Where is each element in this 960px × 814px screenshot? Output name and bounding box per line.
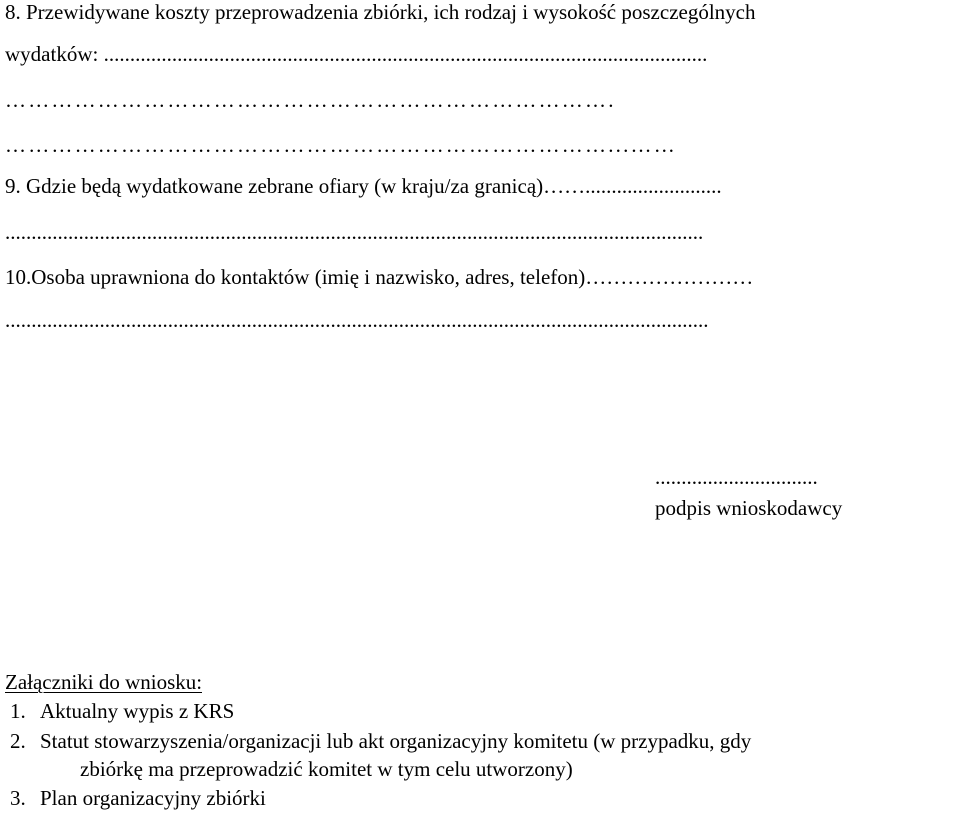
q8-fill-line1: …………………………………………………………………….: [5, 88, 616, 112]
attachments-heading-text: Załączniki do wniosku:: [5, 670, 203, 694]
q9-text: 9. Gdzie będą wydatkowane zebrane ofiary (w kraju/za granicą)……..........................: [5, 174, 722, 198]
q10-text: 10.Osoba uprawniona do kontaktów (imię i nazwisko, adres, telefon)……………………: [5, 265, 754, 289]
q8-text-line1: 8. Przewidywane koszty przeprowadzenia zbiórki, ich rodzaj i wysokość poszczególnych: [5, 0, 756, 24]
attachment-number: 1.: [10, 699, 26, 723]
signature-dots: ...............................: [655, 465, 818, 489]
attachment-item-3: [10, 786, 266, 810]
q9-fill-line: .....................................................................................................................................: [5, 220, 704, 244]
attachment-number: 2.: [10, 729, 26, 753]
signature-label: podpis wnioskodawcy: [655, 496, 843, 520]
attachment-number: 3.: [10, 786, 26, 810]
attachment-text: Statut stowarzyszenia/organizacji lub akt organizacyjny komitetu (w przypadku, gdy: [40, 729, 752, 753]
attachment-text: Plan organizacyjny zbiórki: [40, 786, 266, 810]
q8-text-line2: wydatków: ...................................................................................................................: [5, 42, 708, 66]
attachment-item-1: [10, 699, 234, 723]
attachments-heading: [5, 670, 202, 694]
attachment-item-2: [10, 729, 751, 753]
attachment-item-2-continuation: zbiórkę ma przeprowadzić komitet w tym celu utworzony): [80, 757, 573, 781]
attachment-text: Aktualny wypis z KRS: [40, 699, 235, 723]
q10-fill-line: ......................................................................................................................................: [5, 308, 709, 332]
q8-fill-line2: ……………………………………………………………………...……: [5, 133, 677, 157]
